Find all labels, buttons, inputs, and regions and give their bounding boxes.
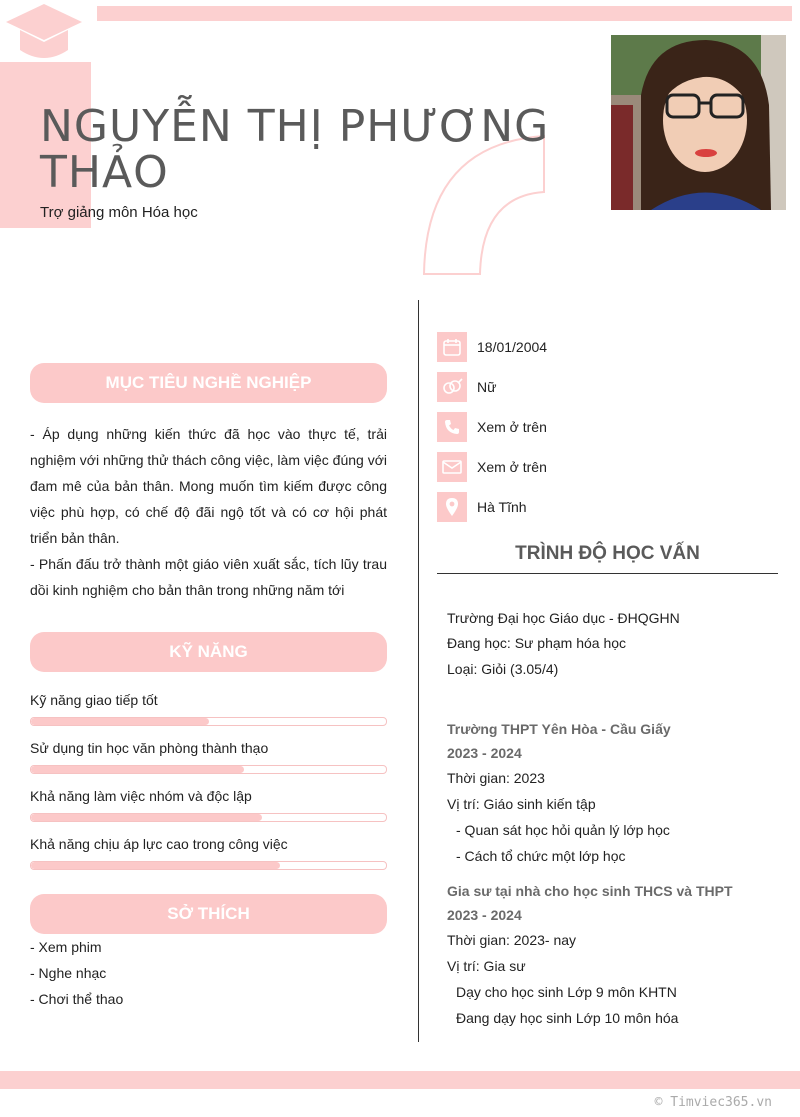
skill-bar-4 [30, 861, 387, 870]
experience-1-detail-2: - Cách tổ chức một lớp học [456, 848, 626, 864]
experience-2-detail-2: Đang dạy học sinh Lớp 10 môn hóa [456, 1010, 679, 1026]
experience-1-time: Thời gian: 2023 [447, 770, 545, 786]
experience-2-detail-1: Dạy cho học sinh Lớp 9 môn KHTN [456, 984, 677, 1000]
contact-row-email [437, 452, 547, 482]
footer-watermark: © Timviec365.vn [654, 1095, 772, 1110]
skills-heading: KỸ NĂNG [30, 632, 387, 672]
contact-row-location [437, 492, 527, 522]
skill-bar-fill-2 [31, 766, 244, 773]
phone-icon [437, 412, 467, 442]
skill-label-1: Kỹ năng giao tiếp tốt [30, 692, 158, 708]
education-school: Trường Đại học Giáo dục - ĐHQGHN [447, 610, 680, 626]
column-divider [418, 300, 419, 1042]
location-icon [437, 492, 467, 522]
skill-bar-1 [30, 717, 387, 726]
education-heading: TRÌNH ĐỘ HỌC VẤN [515, 543, 700, 564]
contact-row-phone [437, 412, 547, 442]
skill-bar-2 [30, 765, 387, 774]
calendar-icon [437, 332, 467, 362]
gender-text: Nữ [477, 379, 497, 395]
gender-icon [437, 372, 467, 402]
skill-label-4: Khả năng chịu áp lực cao trong công việc [30, 836, 288, 852]
experience-2-years: 2023 - 2024 [447, 907, 522, 923]
objective-paragraph-2: - Phấn đấu trở thành một giáo viên xuất sắc, tích lũy trau dồi kinh nghiệm cho bản thân trong những năm tới [30, 556, 387, 598]
contact-row-birthday [437, 332, 547, 362]
experience-2-position: Vị trí: Gia sư [447, 958, 526, 974]
profile-photo [611, 35, 786, 210]
education-divider [437, 573, 778, 574]
experience-1-org: Trường THPT Yên Hòa - Cầu Giấy [447, 721, 671, 737]
education-major: Đang học: Sư phạm hóa học [447, 635, 627, 651]
location-text: Hà Tĩnh [477, 499, 527, 515]
hobbies-heading: SỞ THÍCH [30, 894, 387, 934]
objective-paragraph-1: - Áp dụng những kiến thức đã học vào thực tế, trải nghiệm với những thử thách công việc, làm việc đúng với đam mê của bản thân. Mong muốn tìm kiếm được công việc phù hợp, có chế độ đãi ngộ tốt và có cơ hội phát triển bản thân. [30, 426, 387, 546]
hobby-item-2: - Nghe nhạc [30, 965, 107, 981]
hobby-item-1: - Xem phim [30, 939, 102, 955]
experience-2-org: Gia sư tại nhà cho học sinh THCS và THPT [447, 883, 733, 899]
experience-1-years: 2023 - 2024 [447, 745, 522, 761]
graduation-cap-icon [6, 4, 82, 64]
hobby-item-3: - Chơi thể thao [30, 991, 124, 1007]
email-text: Xem ở trên [477, 459, 547, 475]
birthday-text: 18/01/2004 [477, 339, 548, 355]
experience-1-detail-1: - Quan sát học hỏi quản lý lớp học [456, 822, 670, 838]
experience-1-position: Vị trí: Giáo sinh kiến tập [447, 796, 596, 812]
bottom-decor-bar [0, 1071, 800, 1089]
email-icon [437, 452, 467, 482]
experience-2-time: Thời gian: 2023- nay [447, 932, 577, 948]
skill-bar-3 [30, 813, 387, 822]
phone-text: Xem ở trên [477, 419, 547, 435]
skill-label-3: Khả năng làm việc nhóm và độc lập [30, 788, 252, 804]
skill-bar-fill-1 [31, 718, 209, 725]
skill-label-2: Sử dụng tin học văn phòng thành thạo [30, 740, 269, 756]
education-grade: Loại: Giỏi (3.05/4) [447, 661, 559, 677]
objective-heading: MỤC TIÊU NGHỀ NGHIỆP [30, 363, 387, 403]
skill-bar-fill-3 [31, 814, 262, 821]
top-decor-bar [97, 6, 792, 21]
job-title: Trợ giảng môn Hóa học [40, 204, 198, 221]
skill-bar-fill-4 [31, 862, 280, 869]
contact-row-gender [437, 372, 496, 402]
candidate-name: NGUYỄN THỊ PHƯƠNG THẢO [40, 101, 550, 198]
objective-text [30, 421, 387, 603]
